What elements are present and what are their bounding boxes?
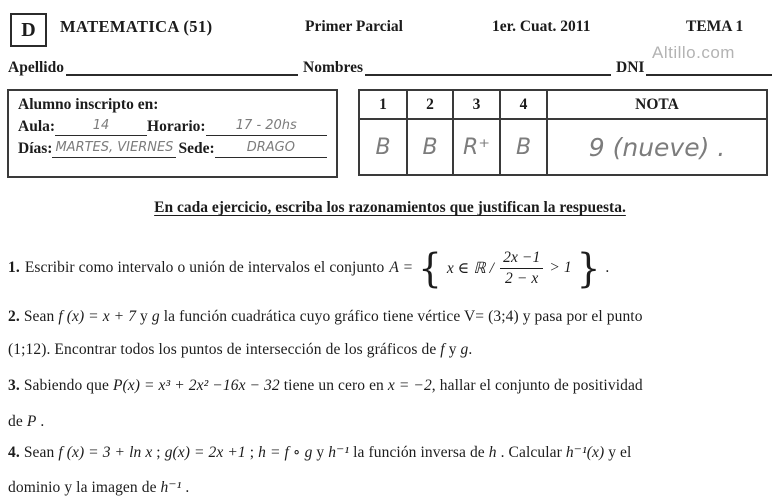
enrollment-title: Alumno inscripto en: bbox=[18, 96, 159, 113]
sede-label: Sede: bbox=[178, 140, 215, 157]
exercise-1 bbox=[8, 243, 774, 293]
exercise-2-symbol-g: g bbox=[151, 308, 160, 325]
exercise-2-text: y bbox=[140, 308, 148, 325]
grade-4-handwritten: B bbox=[515, 134, 532, 160]
grade-value-nota bbox=[546, 120, 766, 174]
exercise-3-line-1 bbox=[8, 377, 774, 395]
exercise-2-text: la función cuadrática cuyo gráfico tiene vértice V= (3;4) y pasa por el punto bbox=[163, 308, 643, 325]
fraction-numerator: 2x −1 bbox=[500, 249, 543, 269]
nota-handwritten: 9 (nueve) . bbox=[588, 132, 726, 162]
exercise-1-period: . bbox=[605, 259, 610, 276]
exam-name: Primer Parcial bbox=[305, 18, 403, 35]
exercise-4-formula-f: f (x) = 3 + ln x bbox=[58, 444, 153, 461]
exercise-4-h-inverse-x: h⁻¹(x) bbox=[565, 444, 605, 461]
dias-handwritten-value: MARTES, VIERNES bbox=[52, 139, 176, 158]
horario-label: Horario: bbox=[147, 118, 206, 135]
exercise-2-line-1 bbox=[8, 308, 774, 326]
altillo-watermark: Altillo.com bbox=[652, 43, 735, 62]
term-label: 1er. Cuat. 2011 bbox=[492, 18, 591, 35]
tema-letter: D bbox=[21, 18, 36, 41]
exercise-3-symbol-p: P bbox=[26, 413, 37, 430]
exercise-2-number: 2. bbox=[8, 308, 20, 325]
grade-header-nota: NOTA bbox=[546, 91, 766, 120]
exercise-4-separator: ; bbox=[156, 444, 161, 461]
dni-label: DNI bbox=[616, 58, 645, 76]
grade-table bbox=[358, 89, 768, 176]
horario-handwritten-value: 17 - 20hs bbox=[206, 117, 327, 136]
exercise-4-formula-g: g(x) = 2x +1 bbox=[164, 444, 246, 461]
exercise-3-zero: x = −2 bbox=[387, 377, 432, 394]
grade-header-4: 4 bbox=[499, 91, 546, 120]
enrollment-row-dias-sede bbox=[18, 139, 327, 158]
exercise-4-h-inverse: h⁻¹ bbox=[160, 479, 182, 496]
exercise-4-text: y bbox=[316, 444, 325, 461]
grade-3-handwritten: R⁺ bbox=[463, 134, 490, 160]
tema-label: TEMA 1 bbox=[686, 18, 744, 35]
exercise-2-symbol-g: g bbox=[460, 341, 469, 358]
exercise-2-formula-f: f (x) = x + 7 bbox=[58, 308, 137, 325]
grade-header-2: 2 bbox=[406, 91, 452, 120]
fraction-denominator: 2 − x bbox=[505, 269, 539, 287]
exercise-1-condition: x ∈ ℝ / bbox=[446, 259, 495, 277]
grade-value-3 bbox=[452, 120, 499, 174]
grade-value-2 bbox=[406, 120, 452, 174]
exercise-3-polynomial: P(x) = x³ + 2x² −16x − 32 bbox=[112, 377, 280, 394]
exercise-2-text: Sean bbox=[23, 308, 55, 325]
sede-handwritten-value: DRAGO bbox=[215, 139, 327, 158]
exercise-2-line-2 bbox=[8, 341, 774, 359]
apellido-blank-line bbox=[66, 57, 298, 76]
apellido-label: Apellido bbox=[8, 58, 64, 76]
dni-blank-line bbox=[646, 57, 772, 76]
exercise-4-symbol-h: h bbox=[488, 444, 497, 461]
grade-header-3: 3 bbox=[452, 91, 499, 120]
instruction-line bbox=[0, 199, 780, 217]
dni-field bbox=[616, 57, 772, 76]
exercise-3-text: de bbox=[8, 413, 23, 430]
exercise-2-text: (1;12). Encontrar todos los puntos de intersección de los gráficos de bbox=[8, 341, 437, 358]
open-brace: { bbox=[418, 244, 442, 292]
exercise-4-line-1 bbox=[8, 443, 774, 462]
tema-letter-box bbox=[10, 13, 47, 47]
aula-handwritten-value: 14 bbox=[55, 117, 147, 136]
exercise-3-line-2 bbox=[8, 413, 774, 431]
course-title: MATEMATICA (51) bbox=[60, 17, 213, 36]
exercise-1-number: 1. bbox=[8, 259, 20, 276]
exercise-4-number: 4. bbox=[8, 444, 20, 461]
exercise-4-period: . bbox=[185, 479, 190, 496]
aula-label: Aula: bbox=[18, 118, 56, 135]
fraction bbox=[500, 249, 543, 288]
exercise-3-text: tiene un cero en bbox=[283, 377, 384, 394]
grade-value-1 bbox=[360, 120, 406, 174]
exercise-1-set-lhs: A = bbox=[389, 259, 414, 276]
close-brace: } bbox=[576, 244, 601, 292]
grade-2-handwritten: B bbox=[422, 134, 438, 160]
exercise-4-text: y el bbox=[608, 444, 632, 461]
nombres-label: Nombres bbox=[303, 58, 363, 76]
dias-label: Días: bbox=[18, 140, 53, 157]
grade-value-4 bbox=[499, 120, 546, 174]
exercise-3-text: , hallar el conjunto de positividad bbox=[431, 377, 643, 394]
exercise-1-inequality: > 1 bbox=[549, 259, 572, 276]
grade-header-1: 1 bbox=[360, 91, 406, 120]
exercise-1-text: Escribir como intervalo o unión de intervalos el conjunto bbox=[24, 259, 385, 276]
exercise-4-formula-h: h = f ∘ g bbox=[258, 444, 313, 461]
grade-1-handwritten: B bbox=[375, 134, 391, 160]
enrollment-box bbox=[7, 89, 338, 178]
exercise-4-text: Sean bbox=[23, 444, 55, 461]
exercise-4-h-inverse: h⁻¹ bbox=[328, 444, 350, 461]
exercise-4-text: . Calcular bbox=[500, 444, 562, 461]
exercise-2-text: y bbox=[448, 341, 457, 358]
nombres-blank-line bbox=[365, 57, 611, 76]
exercise-3-period: . bbox=[40, 413, 45, 430]
exercise-4-separator: ; bbox=[249, 444, 255, 461]
apellido-field bbox=[8, 57, 298, 76]
exercise-2-symbol-f: f bbox=[440, 341, 445, 358]
enrollment-row-aula-horario bbox=[18, 117, 327, 136]
exercise-4-text: la función inversa de bbox=[353, 444, 485, 461]
exercise-2-period: . bbox=[468, 341, 473, 358]
nombres-field bbox=[303, 57, 611, 76]
exercise-4-line-2 bbox=[8, 478, 774, 497]
exercise-3-number: 3. bbox=[8, 377, 20, 394]
exercise-3-text: Sabiendo que bbox=[23, 377, 109, 394]
instruction-text: En cada ejercicio, escriba los razonamientos que justifican la respuesta. bbox=[154, 199, 626, 216]
exercise-4-text: dominio y la imagen de bbox=[8, 479, 157, 496]
